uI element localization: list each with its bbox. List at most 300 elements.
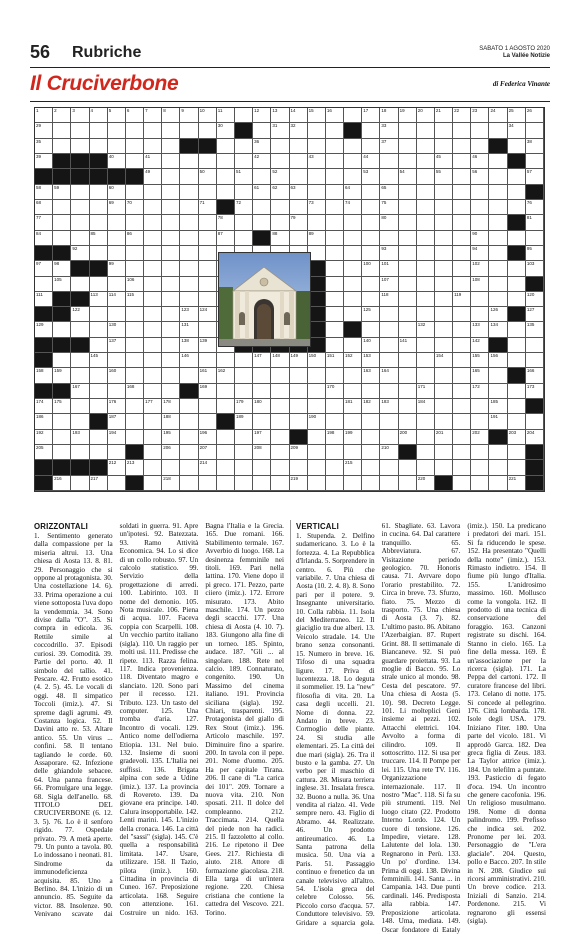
grid-cell[interactable] xyxy=(526,123,544,138)
grid-cell[interactable] xyxy=(199,338,217,353)
grid-cell[interactable] xyxy=(253,399,271,414)
grid-cell[interactable] xyxy=(489,277,507,292)
grid-cell[interactable] xyxy=(344,200,362,215)
grid-cell[interactable] xyxy=(290,154,308,169)
grid-cell[interactable] xyxy=(399,368,417,383)
grid-cell[interactable] xyxy=(271,169,289,184)
grid-cell[interactable] xyxy=(508,108,526,123)
grid-cell[interactable] xyxy=(144,200,162,215)
grid-cell[interactable] xyxy=(162,292,180,307)
grid-cell[interactable] xyxy=(435,460,453,475)
grid-cell[interactable] xyxy=(435,261,453,276)
grid-cell[interactable] xyxy=(417,460,435,475)
grid-cell[interactable] xyxy=(162,368,180,383)
grid-cell[interactable] xyxy=(417,476,435,491)
grid-cell[interactable] xyxy=(508,460,526,475)
grid-cell[interactable] xyxy=(489,123,507,138)
grid-cell[interactable] xyxy=(108,307,126,322)
grid-cell[interactable] xyxy=(90,139,108,154)
grid-cell[interactable] xyxy=(108,185,126,200)
grid-cell[interactable] xyxy=(199,231,217,246)
grid-cell[interactable] xyxy=(308,476,326,491)
grid-cell[interactable] xyxy=(526,108,544,123)
grid-cell[interactable] xyxy=(71,200,89,215)
grid-cell[interactable] xyxy=(53,139,71,154)
grid-cell[interactable] xyxy=(435,368,453,383)
grid-cell[interactable] xyxy=(290,139,308,154)
grid-cell[interactable] xyxy=(108,231,126,246)
grid-cell[interactable] xyxy=(53,353,71,368)
grid-cell[interactable] xyxy=(308,460,326,475)
grid-cell[interactable] xyxy=(253,353,271,368)
grid-cell[interactable] xyxy=(271,215,289,230)
grid-cell[interactable] xyxy=(217,445,235,460)
grid-cell[interactable] xyxy=(417,154,435,169)
grid-cell[interactable] xyxy=(489,292,507,307)
grid-cell[interactable] xyxy=(53,322,71,337)
grid-cell[interactable] xyxy=(35,185,53,200)
grid-cell[interactable] xyxy=(180,399,198,414)
grid-cell[interactable] xyxy=(417,307,435,322)
grid-cell[interactable] xyxy=(144,123,162,138)
grid-cell[interactable] xyxy=(417,169,435,184)
grid-cell[interactable] xyxy=(126,139,144,154)
grid-cell[interactable] xyxy=(508,414,526,429)
grid-cell[interactable] xyxy=(471,215,489,230)
grid-cell[interactable] xyxy=(489,384,507,399)
grid-cell[interactable] xyxy=(508,399,526,414)
grid-cell[interactable] xyxy=(471,200,489,215)
grid-cell[interactable] xyxy=(435,292,453,307)
grid-cell[interactable] xyxy=(453,139,471,154)
grid-cell[interactable] xyxy=(435,169,453,184)
grid-cell[interactable] xyxy=(90,430,108,445)
grid-cell[interactable] xyxy=(435,185,453,200)
grid-cell[interactable] xyxy=(108,430,126,445)
grid-cell[interactable] xyxy=(526,353,544,368)
grid-cell[interactable] xyxy=(144,154,162,169)
grid-cell[interactable] xyxy=(90,200,108,215)
grid-cell[interactable] xyxy=(271,108,289,123)
grid-cell[interactable] xyxy=(308,139,326,154)
grid-cell[interactable] xyxy=(471,353,489,368)
grid-cell[interactable] xyxy=(162,384,180,399)
grid-cell[interactable] xyxy=(144,430,162,445)
grid-cell[interactable] xyxy=(362,460,380,475)
grid-cell[interactable] xyxy=(162,246,180,261)
grid-cell[interactable] xyxy=(53,277,71,292)
grid-cell[interactable] xyxy=(271,353,289,368)
grid-cell[interactable] xyxy=(90,445,108,460)
grid-cell[interactable] xyxy=(71,185,89,200)
grid-cell[interactable] xyxy=(344,307,362,322)
grid-cell[interactable] xyxy=(180,231,198,246)
grid-cell[interactable] xyxy=(471,169,489,184)
grid-cell[interactable] xyxy=(180,200,198,215)
grid-cell[interactable] xyxy=(417,368,435,383)
grid-cell[interactable] xyxy=(380,154,398,169)
grid-cell[interactable] xyxy=(344,292,362,307)
grid-cell[interactable] xyxy=(271,154,289,169)
grid-cell[interactable] xyxy=(253,430,271,445)
grid-cell[interactable] xyxy=(271,185,289,200)
grid-cell[interactable] xyxy=(362,200,380,215)
grid-cell[interactable] xyxy=(344,246,362,261)
grid-cell[interactable] xyxy=(471,476,489,491)
grid-cell[interactable] xyxy=(108,108,126,123)
grid-cell[interactable] xyxy=(126,231,144,246)
grid-cell[interactable] xyxy=(144,368,162,383)
grid-cell[interactable] xyxy=(180,246,198,261)
grid-cell[interactable] xyxy=(417,139,435,154)
grid-cell[interactable] xyxy=(362,154,380,169)
grid-cell[interactable] xyxy=(489,460,507,475)
grid-cell[interactable] xyxy=(144,399,162,414)
grid-cell[interactable] xyxy=(453,445,471,460)
grid-cell[interactable] xyxy=(526,169,544,184)
grid-cell[interactable] xyxy=(435,322,453,337)
grid-cell[interactable] xyxy=(271,476,289,491)
grid-cell[interactable] xyxy=(471,307,489,322)
grid-cell[interactable] xyxy=(453,460,471,475)
grid-cell[interactable] xyxy=(108,445,126,460)
grid-cell[interactable] xyxy=(471,384,489,399)
grid-cell[interactable] xyxy=(344,399,362,414)
grid-cell[interactable] xyxy=(489,445,507,460)
grid-cell[interactable] xyxy=(417,384,435,399)
grid-cell[interactable] xyxy=(380,476,398,491)
grid-cell[interactable] xyxy=(53,399,71,414)
grid-cell[interactable] xyxy=(344,476,362,491)
grid-cell[interactable] xyxy=(471,139,489,154)
grid-cell[interactable] xyxy=(417,261,435,276)
grid-cell[interactable] xyxy=(162,169,180,184)
grid-cell[interactable] xyxy=(489,185,507,200)
grid-cell[interactable] xyxy=(435,123,453,138)
grid-cell[interactable] xyxy=(253,139,271,154)
grid-cell[interactable] xyxy=(162,185,180,200)
grid-cell[interactable] xyxy=(308,368,326,383)
grid-cell[interactable] xyxy=(199,414,217,429)
grid-cell[interactable] xyxy=(90,277,108,292)
grid-cell[interactable] xyxy=(489,353,507,368)
grid-cell[interactable] xyxy=(344,108,362,123)
grid-cell[interactable] xyxy=(144,231,162,246)
grid-cell[interactable] xyxy=(362,231,380,246)
grid-cell[interactable] xyxy=(362,338,380,353)
grid-cell[interactable] xyxy=(253,445,271,460)
grid-cell[interactable] xyxy=(399,353,417,368)
grid-cell[interactable] xyxy=(35,231,53,246)
grid-cell[interactable] xyxy=(453,169,471,184)
grid-cell[interactable] xyxy=(471,185,489,200)
grid-cell[interactable] xyxy=(344,338,362,353)
grid-cell[interactable] xyxy=(108,139,126,154)
grid-cell[interactable] xyxy=(380,246,398,261)
grid-cell[interactable] xyxy=(90,246,108,261)
grid-cell[interactable] xyxy=(253,185,271,200)
grid-cell[interactable] xyxy=(290,231,308,246)
grid-cell[interactable] xyxy=(217,384,235,399)
grid-cell[interactable] xyxy=(526,368,544,383)
grid-cell[interactable] xyxy=(235,368,253,383)
grid-cell[interactable] xyxy=(126,200,144,215)
grid-cell[interactable] xyxy=(108,338,126,353)
grid-cell[interactable] xyxy=(217,231,235,246)
grid-cell[interactable] xyxy=(162,261,180,276)
grid-cell[interactable] xyxy=(71,277,89,292)
grid-cell[interactable] xyxy=(53,476,71,491)
grid-cell[interactable] xyxy=(362,384,380,399)
grid-cell[interactable] xyxy=(126,399,144,414)
grid-cell[interactable] xyxy=(380,200,398,215)
grid-cell[interactable] xyxy=(508,169,526,184)
grid-cell[interactable] xyxy=(71,231,89,246)
grid-cell[interactable] xyxy=(399,231,417,246)
grid-cell[interactable] xyxy=(344,139,362,154)
grid-cell[interactable] xyxy=(180,154,198,169)
grid-cell[interactable] xyxy=(108,277,126,292)
grid-cell[interactable] xyxy=(162,123,180,138)
grid-cell[interactable] xyxy=(271,200,289,215)
grid-cell[interactable] xyxy=(108,322,126,337)
grid-cell[interactable] xyxy=(435,246,453,261)
grid-cell[interactable] xyxy=(399,261,417,276)
grid-cell[interactable] xyxy=(326,169,344,184)
grid-cell[interactable] xyxy=(380,185,398,200)
grid-cell[interactable] xyxy=(71,108,89,123)
grid-cell[interactable] xyxy=(417,123,435,138)
grid-cell[interactable] xyxy=(362,292,380,307)
grid-cell[interactable] xyxy=(180,414,198,429)
grid-cell[interactable] xyxy=(271,445,289,460)
grid-cell[interactable] xyxy=(308,414,326,429)
grid-cell[interactable] xyxy=(126,384,144,399)
grid-cell[interactable] xyxy=(344,277,362,292)
grid-cell[interactable] xyxy=(271,384,289,399)
grid-cell[interactable] xyxy=(144,277,162,292)
grid-cell[interactable] xyxy=(417,200,435,215)
grid-cell[interactable] xyxy=(453,399,471,414)
grid-cell[interactable] xyxy=(144,445,162,460)
grid-cell[interactable] xyxy=(380,368,398,383)
grid-cell[interactable] xyxy=(508,338,526,353)
grid-cell[interactable] xyxy=(471,460,489,475)
grid-cell[interactable] xyxy=(417,185,435,200)
grid-cell[interactable] xyxy=(453,277,471,292)
grid-cell[interactable] xyxy=(271,368,289,383)
grid-cell[interactable] xyxy=(235,200,253,215)
grid-cell[interactable] xyxy=(290,123,308,138)
grid-cell[interactable] xyxy=(453,368,471,383)
grid-cell[interactable] xyxy=(162,215,180,230)
grid-cell[interactable] xyxy=(199,154,217,169)
grid-cell[interactable] xyxy=(417,215,435,230)
grid-cell[interactable] xyxy=(217,215,235,230)
grid-cell[interactable] xyxy=(144,414,162,429)
grid-cell[interactable] xyxy=(399,430,417,445)
grid-cell[interactable] xyxy=(399,399,417,414)
grid-cell[interactable] xyxy=(326,368,344,383)
grid-cell[interactable] xyxy=(162,154,180,169)
grid-cell[interactable] xyxy=(380,322,398,337)
grid-cell[interactable] xyxy=(144,476,162,491)
grid-cell[interactable] xyxy=(35,399,53,414)
grid-cell[interactable] xyxy=(71,322,89,337)
grid-cell[interactable] xyxy=(162,430,180,445)
grid-cell[interactable] xyxy=(471,261,489,276)
grid-cell[interactable] xyxy=(180,292,198,307)
grid-cell[interactable] xyxy=(35,414,53,429)
grid-cell[interactable] xyxy=(180,261,198,276)
grid-cell[interactable] xyxy=(162,399,180,414)
grid-cell[interactable] xyxy=(508,353,526,368)
grid-cell[interactable] xyxy=(199,261,217,276)
grid-cell[interactable] xyxy=(526,322,544,337)
grid-cell[interactable] xyxy=(199,108,217,123)
grid-cell[interactable] xyxy=(399,322,417,337)
grid-cell[interactable] xyxy=(53,123,71,138)
grid-cell[interactable] xyxy=(35,322,53,337)
grid-cell[interactable] xyxy=(108,414,126,429)
grid-cell[interactable] xyxy=(326,399,344,414)
grid-cell[interactable] xyxy=(235,430,253,445)
grid-cell[interactable] xyxy=(508,384,526,399)
grid-cell[interactable] xyxy=(144,307,162,322)
grid-cell[interactable] xyxy=(489,200,507,215)
grid-cell[interactable] xyxy=(435,445,453,460)
grid-cell[interactable] xyxy=(199,246,217,261)
grid-cell[interactable] xyxy=(35,200,53,215)
grid-cell[interactable] xyxy=(126,277,144,292)
grid-cell[interactable] xyxy=(471,430,489,445)
grid-cell[interactable] xyxy=(380,123,398,138)
grid-cell[interactable] xyxy=(126,108,144,123)
grid-cell[interactable] xyxy=(235,169,253,184)
grid-cell[interactable] xyxy=(235,185,253,200)
grid-cell[interactable] xyxy=(71,399,89,414)
grid-cell[interactable] xyxy=(253,154,271,169)
grid-cell[interactable] xyxy=(108,215,126,230)
grid-cell[interactable] xyxy=(308,430,326,445)
grid-cell[interactable] xyxy=(271,414,289,429)
grid-cell[interactable] xyxy=(53,430,71,445)
grid-cell[interactable] xyxy=(199,384,217,399)
grid-cell[interactable] xyxy=(162,414,180,429)
grid-cell[interactable] xyxy=(508,185,526,200)
grid-cell[interactable] xyxy=(399,169,417,184)
grid-cell[interactable] xyxy=(180,123,198,138)
grid-cell[interactable] xyxy=(199,353,217,368)
grid-cell[interactable] xyxy=(217,353,235,368)
grid-cell[interactable] xyxy=(508,445,526,460)
grid-cell[interactable] xyxy=(399,476,417,491)
grid-cell[interactable] xyxy=(144,139,162,154)
grid-cell[interactable] xyxy=(126,292,144,307)
grid-cell[interactable] xyxy=(53,185,71,200)
grid-cell[interactable] xyxy=(35,292,53,307)
grid-cell[interactable] xyxy=(526,200,544,215)
grid-cell[interactable] xyxy=(526,430,544,445)
grid-cell[interactable] xyxy=(126,307,144,322)
grid-cell[interactable] xyxy=(290,200,308,215)
grid-cell[interactable] xyxy=(162,200,180,215)
grid-cell[interactable] xyxy=(271,399,289,414)
grid-cell[interactable] xyxy=(489,322,507,337)
grid-cell[interactable] xyxy=(290,384,308,399)
grid-cell[interactable] xyxy=(362,445,380,460)
grid-cell[interactable] xyxy=(180,108,198,123)
grid-cell[interactable] xyxy=(362,476,380,491)
grid-cell[interactable] xyxy=(453,108,471,123)
grid-cell[interactable] xyxy=(162,460,180,475)
grid-cell[interactable] xyxy=(253,200,271,215)
grid-cell[interactable] xyxy=(235,384,253,399)
grid-cell[interactable] xyxy=(180,476,198,491)
grid-cell[interactable] xyxy=(326,384,344,399)
grid-cell[interactable] xyxy=(126,185,144,200)
grid-cell[interactable] xyxy=(35,430,53,445)
grid-cell[interactable] xyxy=(435,307,453,322)
grid-cell[interactable] xyxy=(399,384,417,399)
grid-cell[interactable] xyxy=(53,200,71,215)
grid-cell[interactable] xyxy=(326,261,344,276)
grid-cell[interactable] xyxy=(526,139,544,154)
grid-cell[interactable] xyxy=(35,368,53,383)
grid-cell[interactable] xyxy=(35,445,53,460)
grid-cell[interactable] xyxy=(253,384,271,399)
grid-cell[interactable] xyxy=(90,353,108,368)
grid-cell[interactable] xyxy=(162,353,180,368)
grid-cell[interactable] xyxy=(399,246,417,261)
grid-cell[interactable] xyxy=(471,154,489,169)
grid-cell[interactable] xyxy=(417,322,435,337)
grid-cell[interactable] xyxy=(380,108,398,123)
grid-cell[interactable] xyxy=(217,108,235,123)
grid-cell[interactable] xyxy=(380,338,398,353)
grid-cell[interactable] xyxy=(399,215,417,230)
grid-cell[interactable] xyxy=(308,353,326,368)
grid-cell[interactable] xyxy=(71,368,89,383)
grid-cell[interactable] xyxy=(308,200,326,215)
grid-cell[interactable] xyxy=(435,399,453,414)
grid-cell[interactable] xyxy=(180,338,198,353)
grid-cell[interactable] xyxy=(362,261,380,276)
grid-cell[interactable] xyxy=(399,185,417,200)
grid-cell[interactable] xyxy=(126,322,144,337)
grid-cell[interactable] xyxy=(417,430,435,445)
grid-cell[interactable] xyxy=(217,476,235,491)
grid-cell[interactable] xyxy=(417,399,435,414)
grid-cell[interactable] xyxy=(199,307,217,322)
grid-cell[interactable] xyxy=(326,246,344,261)
grid-cell[interactable] xyxy=(380,445,398,460)
grid-cell[interactable] xyxy=(471,108,489,123)
grid-cell[interactable] xyxy=(435,215,453,230)
grid-cell[interactable] xyxy=(162,445,180,460)
grid-cell[interactable] xyxy=(126,460,144,475)
grid-cell[interactable] xyxy=(344,231,362,246)
grid-cell[interactable] xyxy=(326,215,344,230)
grid-cell[interactable] xyxy=(471,292,489,307)
grid-cell[interactable] xyxy=(144,246,162,261)
grid-cell[interactable] xyxy=(90,123,108,138)
grid-cell[interactable] xyxy=(526,307,544,322)
grid-cell[interactable] xyxy=(526,231,544,246)
grid-cell[interactable] xyxy=(380,430,398,445)
grid-cell[interactable] xyxy=(53,368,71,383)
grid-cell[interactable] xyxy=(144,292,162,307)
